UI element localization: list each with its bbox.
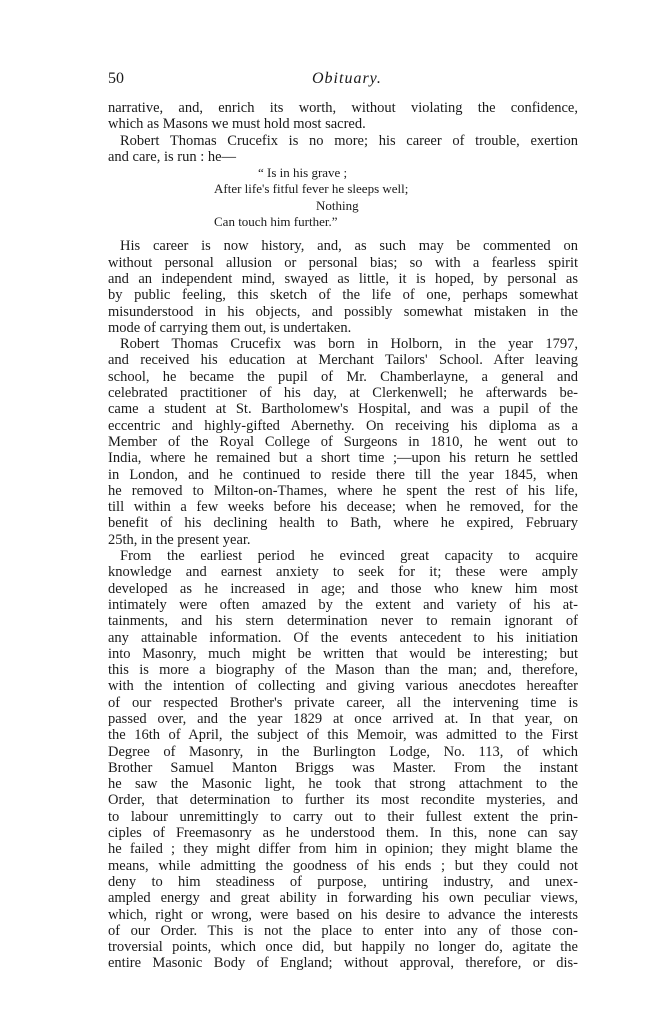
text-line: Member of the Royal College of Surgeons in 1810, he went out to: [108, 433, 578, 450]
verse-line: “ Is in his grave ;: [258, 165, 348, 181]
text-line: intimately were often amazed by the extent and variety of his at-: [108, 596, 578, 613]
text-line: Degree of Masonry, in the Burlington Lodge, No. 113, of which: [108, 743, 578, 760]
text-line: means, while admitting the goodness of his ends ; but they could not: [108, 857, 578, 874]
text-line: troversial points, which once did, but happily no longer do, agitate the: [108, 939, 578, 956]
text-line: 25th, in the present year.: [108, 531, 251, 548]
text-line: without personal allusion or personal bias; so with a fearless spirit: [108, 254, 578, 271]
text-line: From the earliest period he evinced great capacity to acquire: [120, 548, 578, 565]
running-head: Obituary.: [312, 70, 382, 87]
page-header: [108, 70, 578, 94]
verse-quotation: [108, 165, 578, 230]
text-line: and an independent mind, swayed as little, it is hoped, by personal as: [108, 270, 578, 287]
verse-line: Can touch him further.”: [214, 214, 338, 230]
text-line: eccentric and highly-gifted Abernethy. On receiving his diploma as a: [108, 417, 578, 434]
text-line: ampled energy and great ability in forwarding his own peculiar views,: [108, 890, 578, 907]
text-line: which as Masons we must hold most sacred.: [108, 116, 366, 133]
text-line: in London, and he continued to reside there till the year 1845, when: [108, 466, 578, 483]
text-line: to labour unremittingly to carry out to their fullest extent the prin-: [108, 808, 578, 825]
text-line: and care, is run : he—: [108, 148, 237, 165]
text-line: ciples of Freemasonry as he understood them. In this, none can say: [108, 825, 578, 842]
text-line: the 16th of April, the subject of this Memoir, was admitted to the First: [108, 727, 578, 744]
text-line: came a student at St. Bartholomew's Hospital, and was a pupil of the: [108, 401, 578, 418]
paragraph: [108, 336, 578, 548]
paragraph: [108, 133, 578, 166]
obituary-text: [108, 100, 578, 972]
text-line: school, he became the pupil of Mr. Chamberlayne, a general and: [108, 368, 578, 385]
paragraph: [108, 238, 578, 336]
text-line: narrative, and, enrich its worth, without violating the confidence,: [108, 100, 578, 116]
text-line: passed over, and the year 1829 at once arrived at. In that year, on: [108, 710, 578, 727]
text-line: His career is now history, and, as such may be commented on: [120, 238, 578, 255]
text-line: he saw the Masonic light, he took that strong attachment to the: [108, 776, 578, 793]
paragraph: [108, 100, 578, 133]
text-line: misunderstood in his objects, and possibly somewhat mistaken in the: [108, 303, 578, 320]
text-line: mode of carrying them out, is undertaken.: [108, 319, 352, 336]
text-line: entire Masonic Body of England; without approval, therefore, or dis-: [108, 955, 578, 972]
text-line: knowledge and earnest anxiety to seek for it; these were amply: [108, 564, 578, 581]
text-line: by public feeling, this sketch of the life of one, perhaps somewhat: [108, 287, 578, 304]
text-line: into Masonry, much might be written that would be interesting; but: [108, 645, 578, 662]
text-line: developed as he increased in age; and those who knew him most: [108, 580, 578, 597]
text-line: with the intention of collecting and giving various anecdotes hereafter: [108, 678, 578, 695]
text-line: Brother Samuel Manton Briggs was Master. From the instant: [108, 759, 578, 776]
text-line: he removed to Milton-on-Thames, where he spent the rest of his life,: [108, 482, 578, 499]
paragraph: [108, 548, 578, 972]
text-line: till within a few weeks before his decease; when he removed, for the: [108, 499, 578, 516]
text-line: Robert Thomas Crucefix was born in Holborn, in the year 1797,: [120, 336, 578, 353]
book-page: [108, 70, 578, 972]
text-line: he failed ; they might differ from him in opinion; they might blame the: [108, 841, 578, 858]
verse-line: Nothing: [316, 197, 359, 213]
text-line: any attainable information. Of the events antecedent to his initiation: [108, 629, 578, 646]
text-line: which, right or wrong, were based on his desire to advance the interests: [108, 906, 578, 923]
text-line: benefit of his declining health to Bath, where he expired, February: [108, 515, 578, 532]
text-line: of our Order. This is not the place to enter into any of those con-: [108, 922, 578, 939]
text-line: of our respected Brother's private career, all the intervening time is: [108, 694, 578, 711]
text-line: and received his education at Merchant Tailors' School. After leaving: [108, 352, 578, 369]
text-line: Robert Thomas Crucefix is no more; his career of trouble, exertion: [120, 132, 578, 149]
text-line: celebrated practitioner of his day, at Clerkenwell; he afterwards be-: [108, 385, 578, 402]
verse-line: After life's fitful fever he sleeps well;: [214, 181, 409, 197]
page-number: 50: [108, 70, 124, 87]
text-line: deny to him steadiness of purpose, untiring industry, and unex-: [108, 873, 578, 890]
text-line: Order, that determination to further its most recondite mysteries, and: [108, 792, 578, 809]
text-line: this is more a biography of the Mason than the man; and, therefore,: [108, 662, 578, 679]
text-line: India, where he remained but a short time ;—upon his return he settled: [108, 450, 578, 467]
text-line: tainments, and his stern determination never to remain ignorant of: [108, 613, 578, 630]
